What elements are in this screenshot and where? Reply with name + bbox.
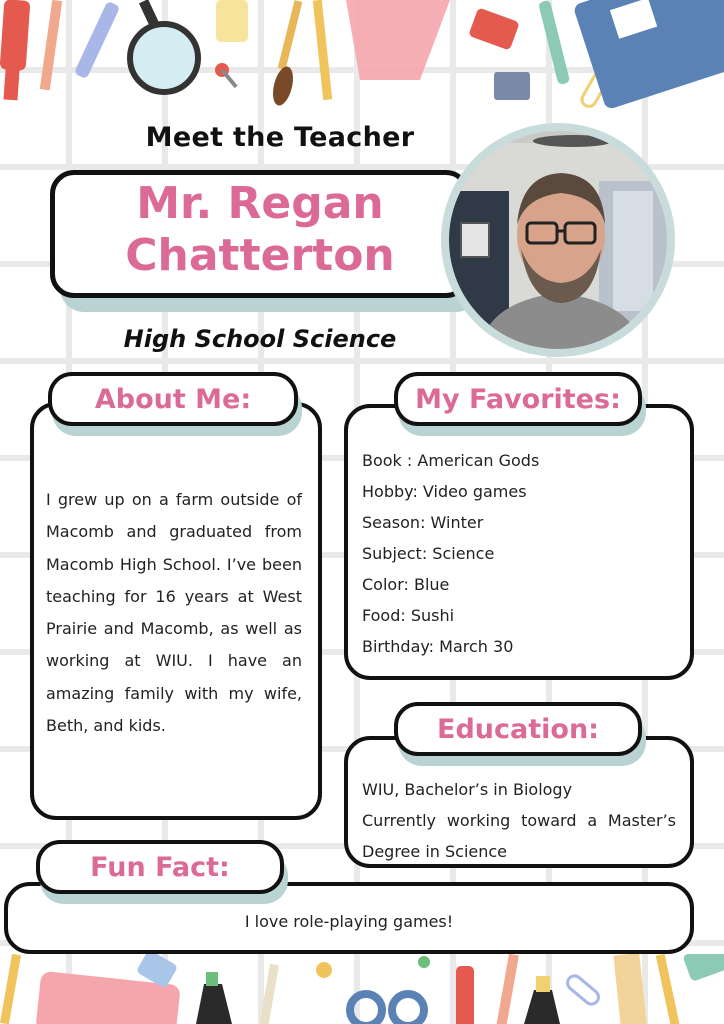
fun-fact-heading xyxy=(36,840,284,894)
pushpin-icon xyxy=(215,63,238,88)
favorites-heading-label: My Favorites: xyxy=(415,383,621,415)
marker-icon xyxy=(196,972,232,1024)
binder-clip-icon xyxy=(494,72,530,100)
teacher-name xyxy=(80,178,440,282)
red-marker-icon xyxy=(0,0,30,100)
favorite-item: Food: Sushi xyxy=(362,606,455,625)
ruler-icon xyxy=(613,954,648,1024)
education-text xyxy=(362,774,676,867)
pushpin-icon xyxy=(316,962,332,978)
school-supplies-top-decoration xyxy=(0,0,724,120)
favorite-item: Book : American Gods xyxy=(362,451,540,470)
ruler-protractor-icon xyxy=(346,0,450,80)
eraser-icon xyxy=(682,954,724,982)
fun-fact-text: I love role-playing games! xyxy=(244,912,454,931)
teacher-photo xyxy=(449,131,667,349)
education-line2: Currently working toward a Master’s Degree in Science xyxy=(362,811,676,861)
education-line1: WIU, Bachelor’s in Biology xyxy=(362,780,573,799)
eraser-icon xyxy=(216,0,248,42)
education-heading-label: Education: xyxy=(437,713,599,745)
pen-icon xyxy=(74,1,120,79)
magnifying-glass-icon xyxy=(130,0,198,92)
pencil-icon xyxy=(313,0,332,100)
favorite-item: Season: Winter xyxy=(362,513,484,532)
teacher-name-line1: Mr. Regan xyxy=(136,178,384,229)
scissors-icon xyxy=(350,994,424,1024)
about-heading xyxy=(48,372,298,426)
pencil-icon xyxy=(40,0,62,90)
about-text: I grew up on a farm outside of Macomb and graduated from Macomb High School. I’ve been teaching for 16 years at West Prairie and Macomb, as well as working at WIU. I have an amazing family with my wife, Beth, and kids. xyxy=(46,490,302,736)
favorites-heading xyxy=(394,372,642,426)
teacher-name-line2: Chatterton xyxy=(125,230,395,281)
teacher-photo-frame xyxy=(441,123,675,357)
notebook-icon xyxy=(573,0,724,110)
marker-icon xyxy=(524,976,560,1024)
pencil-icon xyxy=(656,954,681,1024)
school-supplies-bottom-decoration xyxy=(0,954,724,1024)
paperclip-icon xyxy=(565,973,602,1007)
pushpin-icon xyxy=(418,956,430,968)
green-pen-icon xyxy=(538,0,570,85)
red-marker-icon xyxy=(456,966,474,1024)
favorite-item: Color: Blue xyxy=(362,575,450,594)
fun-fact-heading-label: Fun Fact: xyxy=(90,851,230,883)
favorite-item: Hobby: Video games xyxy=(362,482,527,501)
paintbrush-icon xyxy=(269,0,302,108)
teacher-subject: High School Science xyxy=(123,325,397,353)
pencil-icon xyxy=(0,954,21,1024)
pencil-icon xyxy=(495,954,519,1024)
pencil-icon xyxy=(258,964,279,1024)
about-heading-label: About Me: xyxy=(94,383,252,415)
favorite-item: Subject: Science xyxy=(362,544,495,563)
education-heading xyxy=(394,702,642,756)
favorites-list xyxy=(362,445,682,662)
favorite-item: Birthday: March 30 xyxy=(362,637,514,656)
page-title: Meet the Teacher xyxy=(145,122,415,153)
pencil-sharpener-icon xyxy=(468,7,520,50)
